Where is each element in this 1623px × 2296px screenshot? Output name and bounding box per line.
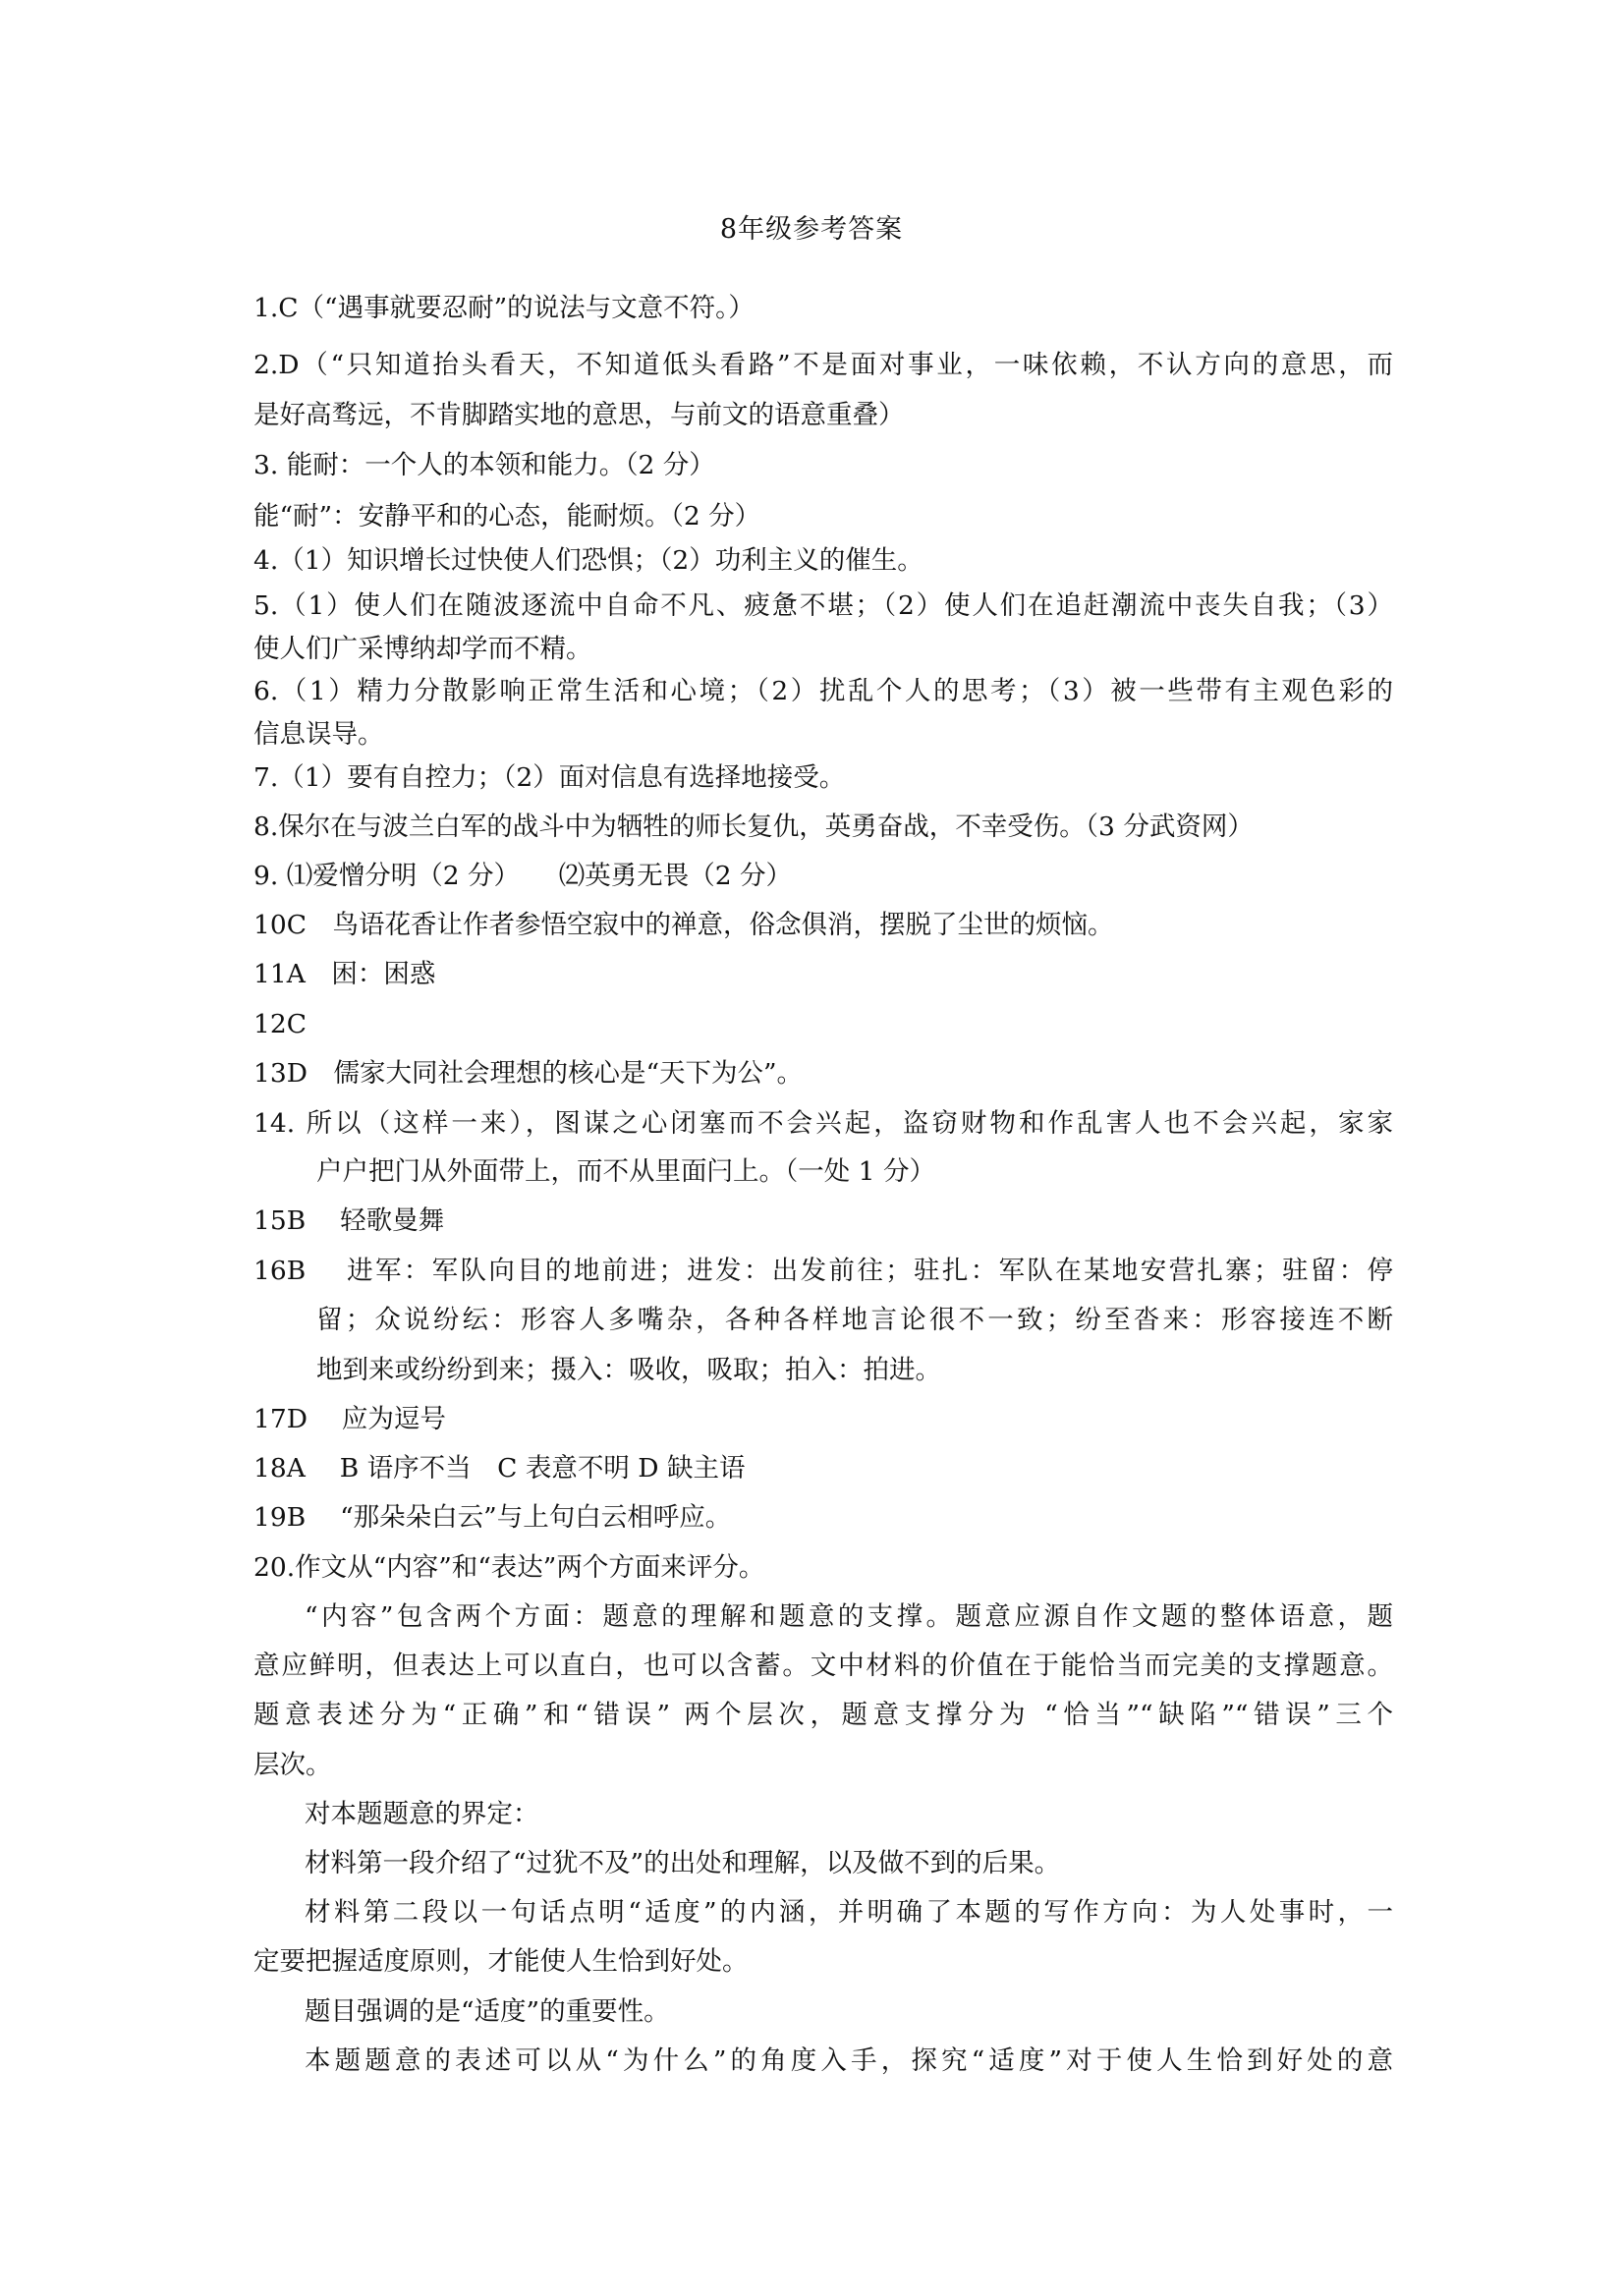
answer-line: 14. 所以（这样一来），图谋之心闭塞而不会兴起，盗窃财物和作乱害人也不会兴起，家家 [253, 1108, 1393, 1139]
answer-line: “内容”包含两个方面：题意的理解和题意的支撑。题意应源自作文题的整体语意，题 [305, 1601, 1393, 1632]
answer-line: 18A B 语序不当 C 表意不明 D 缺主语 [253, 1453, 746, 1484]
answer-line: 7.（1）要有自控力；（2）面对信息有选择地接受。 [253, 762, 846, 793]
answer-line: 留；众说纷纭：形容人多嘴杂，各种各样地言论很不一致；纷至沓来：形容接连不断 [316, 1305, 1393, 1335]
answer-line: 意应鲜明，但表达上可以直白，也可以含蓄。文中材料的价值在于能恰当而完美的支撑题意。 [253, 1651, 1393, 1681]
answer-line: 材料第一段介绍了“过犹不及”的出处和理解，以及做不到的后果。 [305, 1848, 1061, 1878]
answer-line: 本题题意的表述可以从“为什么”的角度入手，探究“适度”对于使人生恰到好处的意 [305, 2045, 1393, 2076]
answer-line: 6.（1）精力分散影响正常生活和心境；（2）扰乱个人的思考；（3）被一些带有主观色彩的 [253, 676, 1393, 706]
answer-line: 题目强调的是“适度”的重要性。 [305, 1996, 670, 2027]
answer-line: 能“耐”：安静平和的心态，能耐烦。（2 分） [253, 501, 761, 532]
answer-line: 8.保尔在与波兰白军的战斗中为牺牲的师长复仇，英勇奋战，不幸受伤。（3 分武资网） [253, 812, 1254, 842]
answer-line: 16B 进军：军队向目的地前进；进发：出发前往；驻扎：军队在某地安营扎寨；驻留：停 [253, 1256, 1393, 1286]
answer-line: 使人们广采博纳却学而不精。 [253, 634, 592, 664]
answer-line: 地到来或纷纷到来；摄入：吸收，吸取；拍入：拍进。 [316, 1355, 941, 1385]
answer-line: 4.（1）知识增长过快使人们恐惧；（2）功利主义的催生。 [253, 545, 923, 576]
answer-line: 材料第二段以一句话点明“适度”的内涵，并明确了本题的写作方向：为人处事时，一 [305, 1897, 1393, 1928]
answer-line: 定要把握适度原则，才能使人生恰到好处。 [253, 1946, 749, 1977]
answer-line: 2.D（“只知道抬头看天，不知道低头看路”不是面对事业，一味依赖，不认方向的意思，而 [253, 350, 1393, 380]
answer-line: 12C [253, 1009, 307, 1039]
answer-line: 信息误导。 [253, 719, 384, 750]
answer-line: 5.（1）使人们在随波逐流中自命不凡、疲惫不堪；（2）使人们在追赶潮流中丧失自我；（3） [253, 590, 1393, 621]
document-title: 8年级参考答案 [719, 214, 904, 245]
answer-line: 20.作文从“内容”和“表达”两个方面来评分。 [253, 1552, 765, 1583]
answer-line: 17D 应为逗号 [253, 1404, 446, 1434]
answer-line: 3. 能耐：一个人的本领和能力。（2 分） [253, 450, 715, 480]
answer-line: 层次。 [253, 1750, 332, 1780]
answer-line: 题意表述分为“正确”和“错误” 两个层次，题意支撑分为 “恰当”“缺陷”“错误”三个 [253, 1700, 1393, 1730]
answer-line: 1.C（“遇事就要忍耐”的说法与文意不符。） [253, 293, 755, 323]
answer-line: 9. ⑴爱憎分明（2 分） ⑵英勇无畏（2 分） [253, 861, 793, 891]
answer-line: 13D 儒家大同社会理想的核心是“天下为公”。 [253, 1058, 804, 1089]
answer-line: 对本题题意的界定： [305, 1799, 539, 1829]
answer-line: 户户把门从外面带上，而不从里面闩上。（一处 1 分） [316, 1156, 935, 1187]
answer-line: 19B “那朵朵白云”与上句白云相呼应。 [253, 1502, 732, 1533]
answer-line: 15B 轻歌曼舞 [253, 1205, 445, 1236]
answer-line: 10C 鸟语花香让作者参悟空寂中的禅意，俗念俱消，摆脱了尘世的烦恼。 [253, 910, 1114, 940]
answer-line: 是好高骛远，不肯脚踏实地的意思，与前文的语意重叠） [253, 400, 905, 430]
answer-line: 11A 困：困惑 [253, 959, 436, 989]
